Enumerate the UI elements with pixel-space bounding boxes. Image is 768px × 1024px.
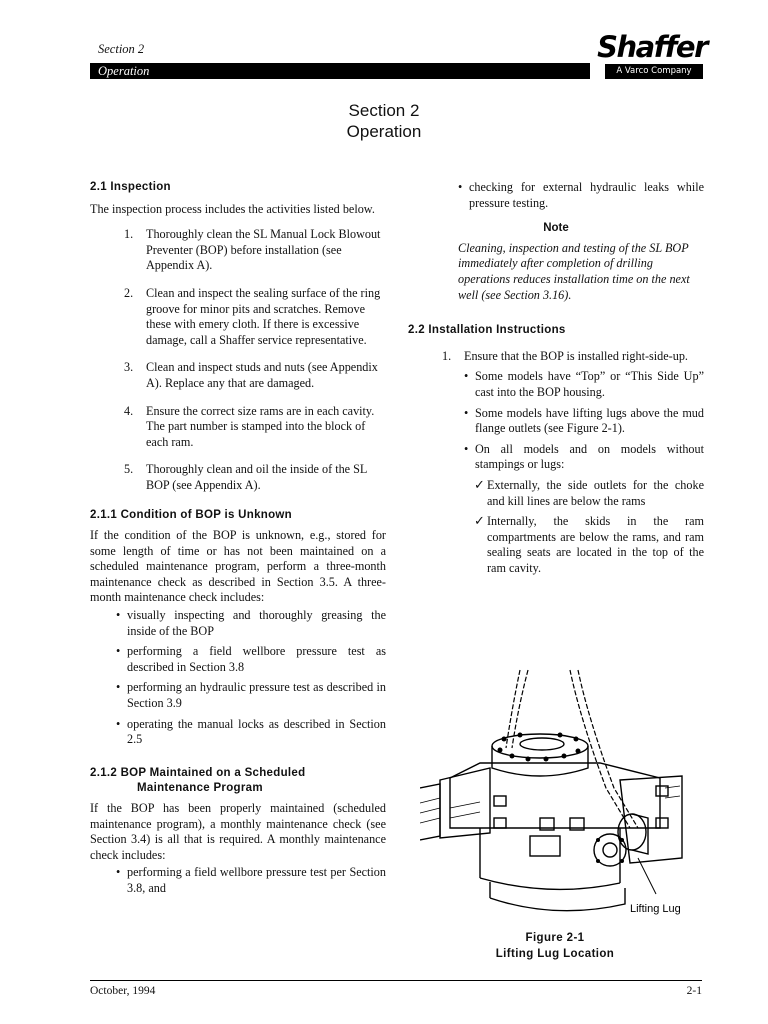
left-column — [90, 180, 386, 902]
bullet-text: Some models have “Top” or “This Side Up” cast into the BOP housing. — [475, 369, 704, 399]
header-bar-label: Operation — [98, 64, 150, 78]
item-text: Ensure the correct size rams are in each cavity. The part number is stamped into the block of each ram. — [146, 403, 375, 449]
heading-2-1-1: 2.1.1 Condition of BOP is Unknown — [90, 508, 293, 521]
list-item — [124, 404, 386, 451]
figure-caption-title: Lifting Lug Location — [495, 948, 615, 960]
list-item — [124, 462, 386, 493]
figure-caption-number: Figure 2-1 — [525, 932, 585, 944]
item-number: 1. — [442, 348, 452, 363]
bullet-text: Some models have lifting lugs above the mud flange outlets (see Figure 2-1). — [475, 405, 704, 436]
list-item: • performing a field wellbore pressure test as described in Section 3.8 — [116, 644, 386, 674]
item-text: Clean and inspect the sealing surface of the ring groove for minor pits and scratches. Remove these with emery cloth. If there is excessive damage, call a Shaffer service representative. — [146, 285, 381, 347]
header-bar — [90, 63, 590, 79]
list-item: • performing a field wellbore pressure test per Section 3.8, and — [116, 865, 386, 895]
logo-wordmark: Shaffer — [597, 30, 707, 64]
list-item: • Some models have lifting lugs above the mud flange outlets (see Figure 2-1). — [464, 405, 704, 436]
figure-callout-lifting-lug: Lifting Lug — [630, 903, 681, 915]
page-title-operation: Operation — [346, 122, 422, 141]
heading-line: Maintenance Program — [137, 782, 263, 795]
note-heading: Note — [543, 222, 569, 235]
list-item — [442, 349, 704, 365]
item-number: 2. — [124, 285, 134, 300]
checkmark-icon: ✓ — [474, 477, 485, 493]
item-text: Ensure that the BOP is installed right-side-up. — [464, 348, 688, 363]
note-body: Cleaning, inspection and testing of the SL BOP immediately after completion of drilling operations reduces installation time on the next well (see Section 3.16). — [458, 240, 690, 302]
page-title-section: Section 2 — [348, 101, 420, 120]
item-number: 4. — [124, 403, 134, 418]
heading-2-2: 2.2 Installation Instructions — [408, 324, 566, 337]
inspection-intro: The inspection process includes the activities listed below. — [90, 201, 375, 216]
item-number: 5. — [124, 462, 134, 477]
bullet-text: On all models and on models without stampings or lugs: — [475, 441, 704, 472]
list-item: • On all models and on models without stampings or lugs: — [464, 441, 704, 472]
list-item — [124, 286, 386, 348]
bullet-text: performing an hydraulic pressure test as described in Section 3.9 — [127, 680, 386, 711]
header-section-label: Section 2 — [98, 42, 145, 56]
footer-divider — [90, 980, 702, 981]
scheduled-maintenance-body: If the BOP has been properly maintained (scheduled maintenance program), a monthly maintenance check (see Section 3.4) is all that is required. A monthly maintenance check includes: — [90, 801, 386, 862]
logo-subtitle: A Varco Company — [605, 64, 703, 79]
checkmark-icon: ✓ — [474, 514, 485, 530]
bullet-text: performing a field wellbore pressure test as described in Section 3.8 — [127, 644, 386, 674]
heading-2-1-2 — [90, 766, 386, 797]
item-number: 1. — [124, 227, 134, 242]
list-item — [124, 360, 386, 391]
condition-unknown-body: If the condition of the BOP is unknown, e.g., stored for some length of time or has not been maintained on a scheduled maintenance program, perform a three-month maintenance check as described in Section 3.5. A three-month maintenance check includes: — [90, 528, 386, 605]
list-item: • checking for external hydraulic leaks while pressure testing. — [458, 180, 704, 210]
check-text: Internally, the skids in the ram compartments are below the rams, and ram sealing seats are located in the top of the ram cavity. — [487, 514, 704, 575]
bullet-text: checking for external hydraulic leaks while pressure testing. — [469, 180, 704, 210]
list-item: • operating the manual locks as described in Section 2.5 — [116, 716, 386, 747]
list-item: • Some models have “Top” or “This Side Up” cast into the BOP housing. — [464, 369, 704, 399]
item-text: Thoroughly clean the SL Manual Lock Blowout Preventer (BOP) before installation (see Appendix A). — [146, 227, 381, 273]
footer-date: October, 1994 — [90, 985, 156, 997]
heading-line: 2.1.2 BOP Maintained on a Scheduled — [90, 766, 306, 779]
check-text: Externally, the side outlets for the choke and kill lines are below the rams — [487, 477, 704, 508]
list-item — [124, 227, 386, 274]
item-text: Clean and inspect studs and nuts (see Appendix A). Replace any that are damaged. — [146, 360, 378, 390]
bullet-text: operating the manual locks as described in Section 2.5 — [127, 716, 386, 747]
list-item: • visually inspecting and thoroughly greasing the inside of the BOP — [116, 608, 386, 638]
item-text: Thoroughly clean and oil the inside of the SL BOP (see Appendix A). — [146, 462, 367, 492]
bullet-text: visually inspecting and thoroughly greasing the inside of the BOP — [127, 608, 386, 638]
list-item — [474, 478, 704, 509]
list-item: • performing an hydraulic pressure test as described in Section 3.9 — [116, 680, 386, 711]
heading-2-1: 2.1 Inspection — [90, 181, 171, 193]
item-number: 3. — [124, 360, 134, 375]
bullet-text: performing a field wellbore pressure test per Section 3.8, and — [127, 865, 386, 895]
shaffer-logo — [593, 32, 711, 79]
page-number: 2-1 — [686, 985, 702, 997]
chain-icon — [506, 670, 638, 828]
bop-lifting-lug-illustration — [420, 668, 702, 926]
right-column — [408, 180, 704, 581]
list-item — [474, 514, 704, 576]
